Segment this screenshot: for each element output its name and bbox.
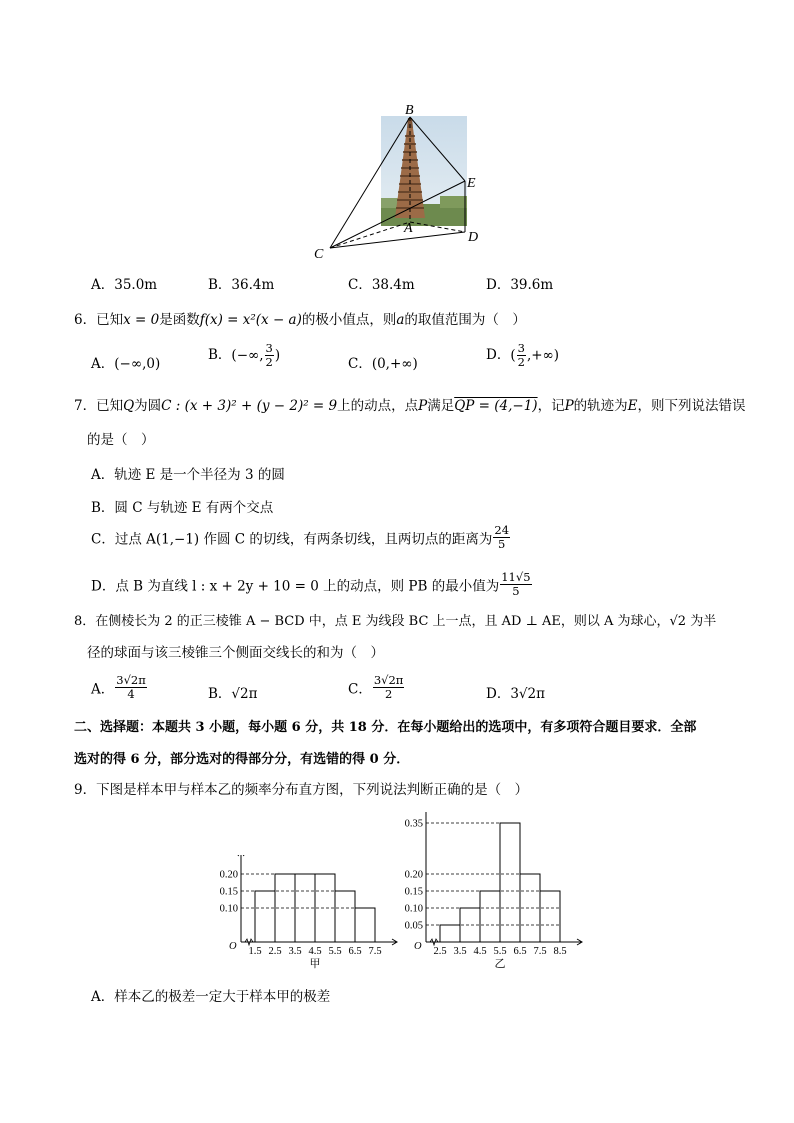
q7-var-q: Q [123, 398, 135, 414]
q7-stem-b: 上的动点，点 [337, 398, 419, 414]
q7-stem-line2: 的是（ ） [87, 432, 155, 448]
q6-option-b[interactable] [208, 342, 280, 369]
point-label-b: B [405, 103, 414, 118]
q6-x-eq: x = 0 [123, 312, 160, 328]
histogram-yi [400, 812, 595, 970]
x-tick-label: 2.5 [268, 946, 282, 957]
q7-stem-d: ，记 [537, 398, 565, 414]
q6-stem-post: 的极小值点，则 [301, 312, 397, 328]
q7-var-p: P [418, 398, 428, 414]
q7-option-a[interactable]: A．轨迹 E 是一个半径为 3 的圆 [91, 467, 285, 483]
point-label-d: D [468, 230, 479, 245]
q8-option-a-label: A． [91, 681, 115, 698]
origin-label: O [414, 941, 422, 952]
q6-option-d-num: 3 [517, 341, 525, 355]
q7-option-d-num: 11√5 [501, 570, 531, 584]
section2-heading-line2: 选对的得 6 分，部分选对的得部分分，有选错的得 0 分． [74, 752, 410, 767]
q8-option-a-den: 4 [127, 687, 135, 701]
q6-var-a: a [396, 312, 405, 328]
q6-stem-pre: 6．已知 [74, 312, 124, 328]
q8-option-c-den: 2 [384, 687, 393, 701]
q6-stem [74, 310, 526, 330]
q6-option-d-fraction [517, 342, 526, 369]
q7-vector-qp: QP = (4,−1) [454, 398, 538, 414]
q7-option-c-text: C．过点 A(1,−1) 作圆 C 的切线，有两条切线，且两切点的距离为 [91, 531, 493, 548]
y-axis-label [245, 855, 290, 856]
point-label-c: C [314, 247, 324, 262]
q8-option-a[interactable] [91, 674, 148, 701]
y-tick-label: 0.10 [404, 903, 423, 915]
q6-option-d-post: ,+∞) [526, 347, 560, 364]
histogram-jia [215, 855, 400, 970]
q7-stem-a: 为圆 [134, 398, 162, 414]
q8-option-b[interactable]: B．√2π [208, 686, 258, 702]
q6-option-b-pre: (−∞, [231, 347, 264, 364]
x-tick-label: 6.5 [348, 946, 362, 957]
x-tick-label: 3.5 [453, 946, 467, 957]
q8-option-c-label: C． [348, 681, 372, 698]
x-tick-label: 8.5 [553, 946, 567, 957]
y-tick-label: 0.15 [219, 886, 238, 898]
x-tick-label: 4.5 [473, 946, 487, 957]
q6-option-b-post: ) [274, 347, 281, 364]
q7-var-p2: P [564, 398, 574, 414]
histogram-bar [500, 823, 520, 942]
q7-option-d-fraction [500, 571, 531, 598]
q5-option-a[interactable]: A．35.0m [91, 277, 158, 293]
q6-option-b-den: 2 [265, 355, 273, 369]
y-tick-label: 0.15 [404, 886, 423, 898]
q8-option-c[interactable] [348, 674, 405, 701]
q7-option-c-fraction [493, 524, 510, 551]
q7-circle-eq: C : (x + 3)² + (y − 2)² = 9 [161, 398, 338, 414]
q6-option-b-fraction [265, 342, 274, 369]
q7-option-d-text: D．点 B 为直线 l : x + 2y + 10 = 0 上的动点，则 PB 的最小值为 [91, 578, 500, 595]
y-tick-label: 0.10 [219, 903, 238, 915]
q6-option-b-label: B． [208, 347, 232, 363]
x-tick-label: 1.5 [248, 946, 262, 957]
q6-option-d-label: D． [486, 347, 511, 363]
q6-option-c[interactable]: C．(0,+∞) [348, 356, 418, 372]
q7-stem-e: 的轨迹为 [573, 398, 628, 414]
histogram-bar [335, 891, 355, 942]
q8-stem-line1: 8．在侧棱长为 2 的正三棱锥 A − BCD 中，点 E 为线段 BC 上一点，且 AD ⊥ AE，则以 A 为球心，√2 为半 [74, 614, 717, 629]
q8-option-a-fraction [115, 674, 147, 701]
q7-option-c-num: 24 [494, 523, 510, 537]
q7-stem-line1 [74, 396, 746, 416]
q5-option-c[interactable]: C．38.4m [348, 277, 415, 293]
q7-option-d-den: 5 [512, 584, 520, 598]
x-tick-label: 6.5 [513, 946, 527, 957]
q6-option-a[interactable]: A．(−∞,0) [91, 356, 161, 372]
q5-option-d[interactable]: D．39.6m [486, 277, 554, 293]
y-tick-label: 0.35 [404, 818, 423, 830]
section2-heading-line1: 二、选择题：本题共 3 小题，每小题 6 分，共 18 分．在每小题给出的选项中，有多项符合题目要求．全部 [74, 720, 697, 735]
q6-option-d-pre: ( [510, 347, 516, 364]
x-tick-label: 3.5 [288, 946, 302, 957]
x-tick-label: 7.5 [533, 946, 547, 957]
q6-option-b-num: 3 [265, 341, 273, 355]
q7-option-c[interactable] [91, 524, 511, 551]
y-tick-label: 0.05 [404, 920, 423, 932]
origin-label: O [229, 941, 237, 952]
q8-option-c-num: 3√2π [373, 673, 404, 687]
y-tick-label: 0.20 [404, 869, 423, 881]
q8-option-a-num: 3√2π [116, 673, 146, 687]
q7-option-c-den: 5 [498, 537, 506, 551]
q6-stem-mid: 是函数 [159, 312, 200, 328]
q7-stem-c: 满足 [427, 398, 455, 414]
histogram-bar [255, 891, 275, 942]
q6-function: f(x) = x²(x − a) [199, 312, 302, 328]
q9-option-a[interactable]: A．样本乙的极差一定大于样本甲的极差 [91, 989, 331, 1005]
q7-var-e: E [627, 398, 638, 414]
y-tick-label: 0.20 [219, 869, 238, 881]
x-tick-label: 7.5 [368, 946, 382, 957]
histogram-bar [480, 891, 500, 942]
tower-figure [300, 100, 500, 265]
q7-stem-f: ，则下列说法错误 [637, 398, 746, 414]
point-label-e: E [467, 176, 476, 191]
q9-stem: 9．下图是样本甲与样本乙的频率分布直方图，下列说法判断正确的是（ ） [74, 782, 529, 798]
histogram-bar [355, 908, 375, 942]
q5-option-b[interactable]: B．36.4m [208, 277, 275, 293]
x-tick-label: 5.5 [493, 946, 507, 957]
q7-option-b[interactable]: B．圆 C 与轨迹 E 有两个交点 [91, 500, 274, 516]
histogram-bar [440, 925, 460, 942]
x-tick-label: 2.5 [433, 946, 447, 957]
chart-title: 甲 [309, 958, 321, 970]
q8-stem-line2: 径的球面与该三棱锥三个侧面交线长的和为（ ） [87, 645, 384, 661]
q8-option-c-fraction [373, 674, 405, 701]
q6-option-d-den: 2 [517, 355, 525, 369]
point-label-a: A [404, 221, 413, 236]
x-tick-label: 5.5 [328, 946, 342, 957]
q7-option-d[interactable] [91, 571, 533, 598]
q6-stem-end: 的取值范围为（ ） [404, 312, 526, 328]
q6-option-d[interactable] [486, 342, 559, 369]
chart-title: 乙 [494, 958, 506, 970]
x-tick-label: 4.5 [308, 946, 322, 957]
histogram-bar [540, 891, 560, 942]
q7-stem-pre: 7．已知 [74, 398, 124, 414]
q8-option-d[interactable]: D．3√2π [486, 686, 545, 702]
